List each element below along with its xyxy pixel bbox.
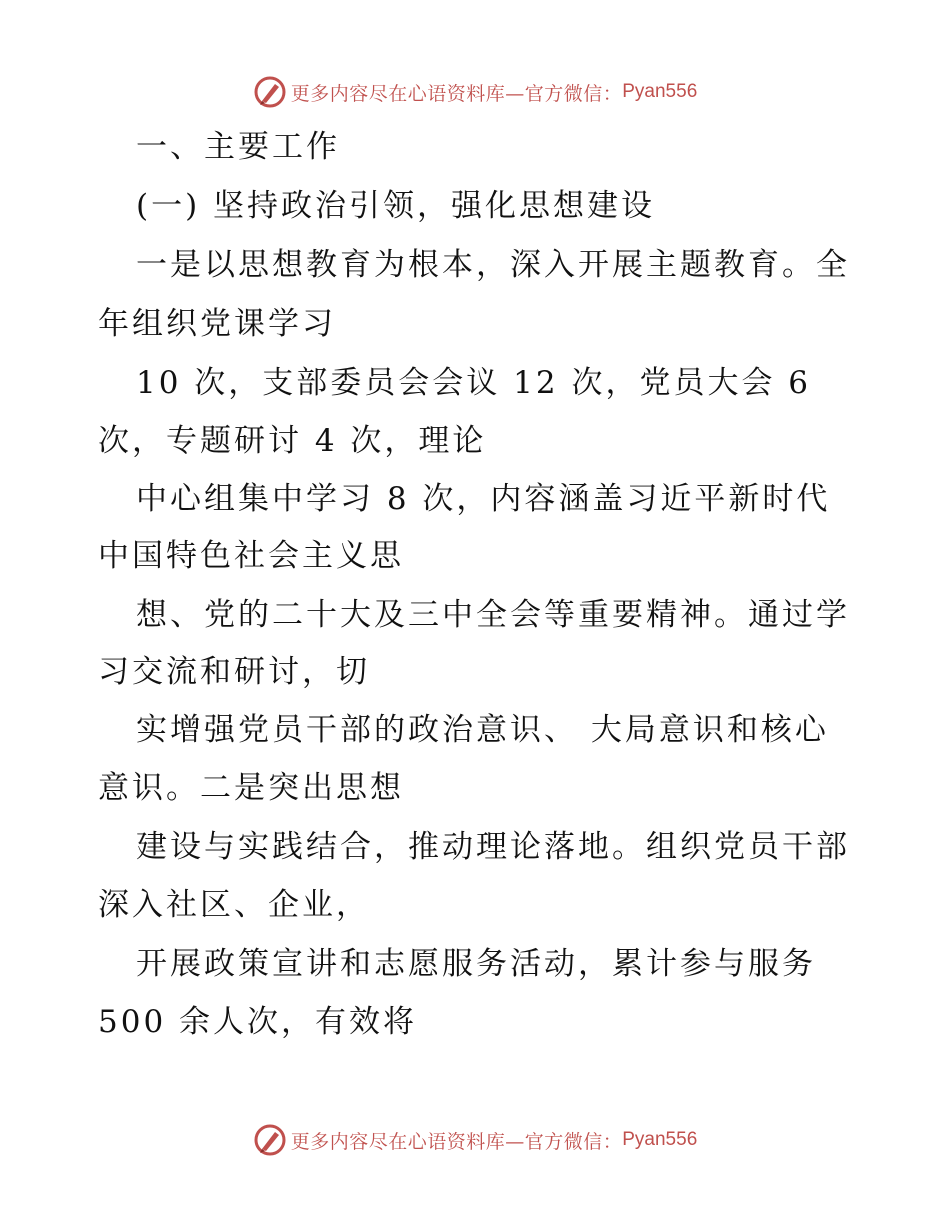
paragraph-line: 建设与实践结合，推动理论落地。组织党员干部 <box>136 829 850 865</box>
paragraph-line: 一是以思想教育为根本，深入开展主题教育。全 <box>136 247 850 283</box>
header-watermark <box>0 72 950 112</box>
watermark-account: Pyan556 <box>622 1129 698 1150</box>
paragraph-line: 习交流和研讨，切 <box>98 654 370 690</box>
paragraph-line: 10 次，支部委员会会议 12 次，党员大会 6 <box>136 365 812 401</box>
quill-pen-icon <box>253 1123 287 1157</box>
paragraph-line: 实增强党员干部的政治意识、 大局意识和核心 <box>136 712 829 748</box>
paragraph-line: 年组织党课学习 <box>98 306 336 342</box>
paragraph-line: 次，专题研讨 4 次，理论 <box>98 423 487 459</box>
paragraph-line: 开展政策宣讲和志愿服务活动，累计参与服务 <box>136 946 816 982</box>
watermark-text: 更多内容尽在心语资料库—官方微信： <box>290 82 623 105</box>
paragraph-line: 深入社区、企业， <box>98 887 370 923</box>
paragraph-line: 中心组集中学习 8 次，内容涵盖习近平新时代 <box>136 481 831 517</box>
paragraph-line: 500 余人次，有效将 <box>98 1004 418 1040</box>
footer-watermark <box>0 1120 950 1160</box>
paragraph-line: 想、党的二十大及三中全会等重要精神。通过学 <box>136 597 850 633</box>
quill-pen-icon <box>253 75 287 109</box>
watermark-account: Pyan556 <box>622 81 698 102</box>
paragraph-line: 意识。二是突出思想 <box>98 770 404 806</box>
watermark-text: 更多内容尽在心语资料库—官方微信： <box>290 1130 623 1153</box>
subsection-heading: (一) 坚持政治引领，强化思想建设 <box>136 188 656 224</box>
section-heading: 一、主要工作 <box>136 129 340 165</box>
paragraph-line: 中国特色社会主义思 <box>98 538 404 574</box>
